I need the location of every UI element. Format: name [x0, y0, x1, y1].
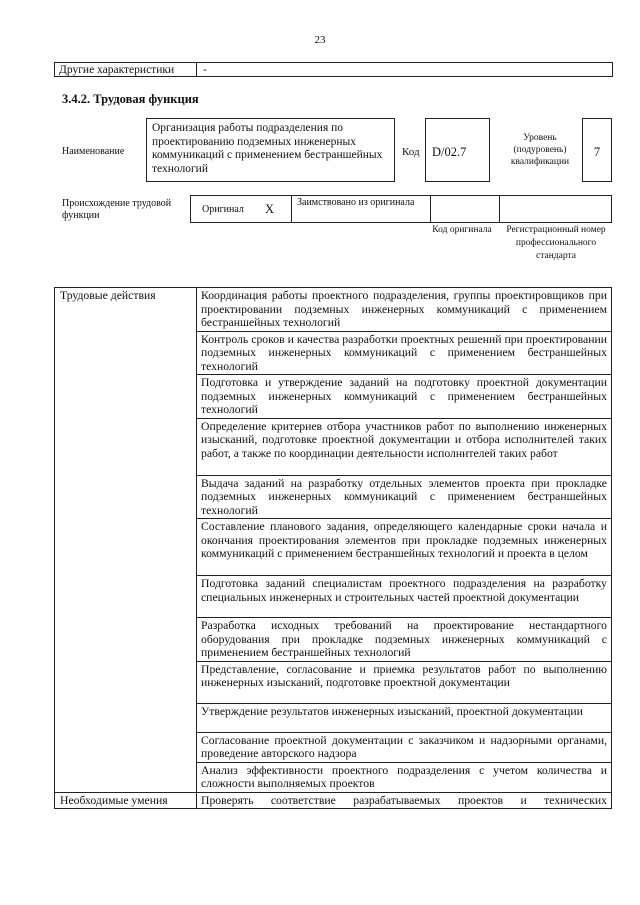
labor-action-item: Согласование проектной документации с заказчиком и надзорными органами, проведение авторского надзора	[197, 732, 612, 762]
table-row	[55, 792, 612, 809]
other-characteristics-divider	[196, 63, 197, 76]
borrowed-label: Заимствовано из оригинала	[297, 197, 415, 208]
code-original-caption: Код оригинала	[432, 225, 492, 235]
qualification-level-label: Уровень (подуровень) квалификации	[510, 133, 570, 167]
origin-divider-1	[291, 196, 292, 222]
labor-function-table	[54, 287, 612, 809]
table-row	[55, 288, 612, 332]
labor-action-item: Составление планового задания, определяющего календарные сроки начала и окончания проектирования элементов при прокладке подземных инженерных коммуникаций с применением бестраншейных технологий и проекта в целом	[197, 519, 612, 576]
code-box	[425, 118, 490, 182]
labor-action-item: Анализ эффективности проектного подразделения с учетом количества и сложности выполняемых проектов	[197, 762, 612, 792]
code-label: Код	[402, 146, 420, 158]
other-characteristics-label: Другие характеристики	[59, 64, 175, 76]
section-title: 3.4.2. Трудовая функция	[62, 92, 199, 106]
origin-divider-2	[430, 196, 431, 222]
function-name: Организация работы подразделения по проектированию подземных инженерных коммуникаций с применением бестраншейных технологий	[152, 122, 383, 175]
labor-action-item: Выдача заданий на разработку отдельных элементов проекта при прокладке подземных инженерных коммуникаций с применением бестраншейных технологий	[197, 475, 612, 519]
original-mark: X	[265, 202, 275, 216]
page-number: 23	[314, 34, 326, 46]
function-name-box	[146, 118, 395, 182]
reg-number-caption: Регистрационный номер профессионального стандарта	[506, 225, 606, 261]
name-label: Наименование	[62, 146, 125, 157]
original-label: Оригинал	[202, 204, 244, 215]
qualification-level-value: 7	[593, 145, 601, 159]
origin-divider-3	[499, 196, 500, 222]
labor-action-item: Подготовка заданий специалистам проектного подразделения на разработку специальных инженерных и строительных частей проектной документации	[197, 576, 612, 618]
required-skill-item: Проверять соответствие разрабатываемых проектов и технических	[197, 792, 612, 809]
labor-actions-label: Трудовые действия	[55, 288, 197, 793]
labor-action-item: Подготовка и утверждение заданий на подготовку проектной документации подземных инженерных коммуникаций с применением бестраншейных технологий	[197, 375, 612, 419]
qualification-level-box	[582, 118, 612, 182]
other-characteristics-value: -	[203, 64, 207, 76]
code-value: D/02.7	[432, 145, 467, 159]
labor-action-item: Определение критериев отбора участников работ по выполнению инженерных изысканий, подготовке проектной документации и отбора исполнителей таких работ, а также по координации деятельности исполнителей таких работ	[197, 418, 612, 475]
labor-action-item: Координация работы проектного подразделения, группы проектировщиков при проектировании подземных инженерных коммуникаций с применением бестраншейных технологий	[197, 288, 612, 332]
labor-action-item: Разработка исходных требований на проектирование нестандартного оборудования при прокладке подземных инженерных коммуникаций с применением бестраншейных технологий	[197, 618, 612, 662]
labor-action-item: Утверждение результатов инженерных изысканий, проектной документации	[197, 703, 612, 732]
labor-action-item: Контроль сроков и качества разработки проектных решений при проектировании подземных инженерных коммуникаций с применением бестраншейных технологий	[197, 331, 612, 375]
required-skills-label: Необходимые умения	[55, 792, 197, 809]
origin-table	[190, 195, 612, 223]
labor-action-item: Представление, согласование и приемка результатов работ по выполнению инженерных изысканий, подготовке проектной документации	[197, 661, 612, 703]
origin-label: Происхождение трудовой функции	[62, 198, 172, 221]
other-characteristics-row	[54, 62, 613, 77]
